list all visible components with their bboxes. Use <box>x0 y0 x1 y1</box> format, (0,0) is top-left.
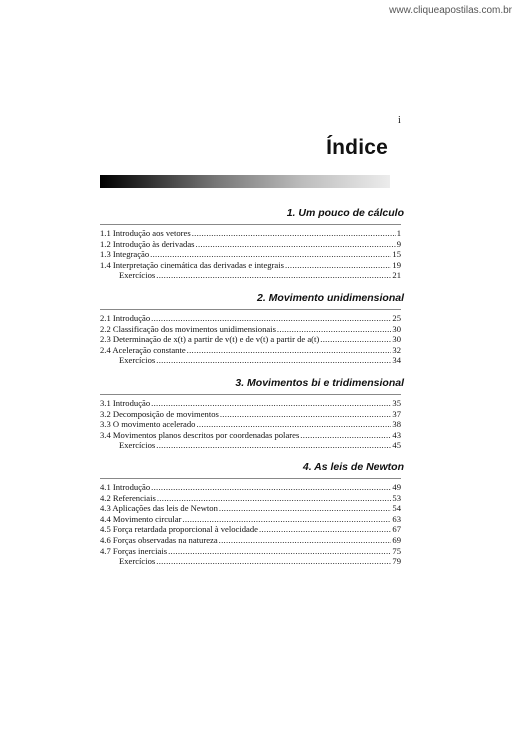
toc-entry-page: 67 <box>392 524 401 535</box>
toc-entry-page: 9 <box>396 238 401 249</box>
dot-leader <box>157 493 392 504</box>
dot-leader <box>156 440 391 451</box>
dot-leader <box>196 419 391 430</box>
toc-entry-page: 32 <box>392 344 401 355</box>
toc-entry-label: Exercícios <box>119 355 156 366</box>
toc-entry-exercises[interactable] <box>100 270 401 281</box>
toc-entry-page: 35 <box>392 398 401 408</box>
toc-entry-label: 4.4 Movimento circular <box>100 513 182 524</box>
section-title: 3. Movimentos bi e tridimensional <box>235 377 404 389</box>
toc-section-1 <box>100 207 404 281</box>
dot-leader <box>168 546 391 557</box>
toc-entry-page: 1 <box>396 228 401 238</box>
dot-leader <box>277 324 391 335</box>
toc-entry-page: 79 <box>392 556 401 567</box>
toc-entry-label: Exercícios <box>119 556 156 567</box>
toc-entry-exercises[interactable] <box>100 440 401 451</box>
toc-entry[interactable] <box>100 334 401 345</box>
toc-entry-page: 54 <box>392 503 401 514</box>
dot-leader <box>192 228 396 239</box>
toc-entry-page: 19 <box>392 259 401 270</box>
toc-entry-label: 2.4 Aceleração constante <box>100 344 186 355</box>
toc-entry[interactable] <box>100 249 401 260</box>
section-title: 1. Um pouco de cálculo <box>286 207 404 219</box>
dot-leader <box>156 270 391 281</box>
dot-leader <box>219 535 392 546</box>
toc-entry[interactable] <box>100 514 401 525</box>
toc-entry-page: 69 <box>392 534 401 545</box>
toc-entry[interactable] <box>100 503 401 514</box>
toc-entry[interactable] <box>100 260 401 271</box>
dot-leader <box>220 409 392 420</box>
toc-entry-label: 1.2 Introdução às derivadas <box>100 238 195 249</box>
section-title: 2. Movimento unidimensional <box>256 292 404 304</box>
dot-leader <box>151 482 391 493</box>
toc-entry-page: 30 <box>392 323 401 334</box>
gradient-bar <box>100 175 390 188</box>
toc-entry-label: 3.4 Movimentos planos descritos por coordenadas polares <box>100 429 300 440</box>
toc-entry[interactable] <box>100 546 401 557</box>
toc-entry-label: 4.6 Forças observadas na natureza <box>100 534 218 545</box>
dot-leader <box>259 524 391 535</box>
section-divider <box>100 309 401 310</box>
toc-entry-label: Exercícios <box>119 270 156 281</box>
toc-entry-label: 1.1 Introdução aos vetores <box>100 228 191 238</box>
toc-entry-page: 34 <box>392 355 401 366</box>
section-divider <box>100 478 401 479</box>
toc-entry-page: 45 <box>392 440 401 451</box>
toc-entry-label: 4.5 Força retardada proporcional à velocidade <box>100 524 258 535</box>
toc-entry-label: 3.1 Introdução <box>100 398 151 408</box>
toc-entry[interactable] <box>100 398 401 409</box>
page-number: i <box>398 115 401 126</box>
toc-entry-label: 4.2 Referenciais <box>100 492 156 503</box>
toc-entry-page: 63 <box>392 513 401 524</box>
toc-entry-label: 4.1 Introdução <box>100 482 151 492</box>
toc-entry[interactable] <box>100 228 401 239</box>
dot-leader <box>151 313 391 324</box>
toc-entry-page: 43 <box>392 429 401 440</box>
toc-entry[interactable] <box>100 419 401 430</box>
toc-entry-label: 4.7 Forças inerciais <box>100 545 168 556</box>
dot-leader <box>196 239 396 250</box>
toc-entry-page: 37 <box>392 408 401 419</box>
toc-entry-page: 38 <box>392 419 401 430</box>
section-divider <box>100 394 401 395</box>
toc-entry[interactable] <box>100 324 401 335</box>
toc-entry-label: 2.3 Determinação de x(t) a partir de v(t) e de v(t) a partir de a(t) <box>100 334 320 345</box>
toc-entry[interactable] <box>100 345 401 356</box>
toc-entry[interactable] <box>100 430 401 441</box>
toc-entry[interactable] <box>100 524 401 535</box>
toc-entry-label: 2.1 Introdução <box>100 313 151 323</box>
toc-entry[interactable] <box>100 313 401 324</box>
dot-leader <box>156 355 391 366</box>
dot-leader <box>150 249 391 260</box>
toc-entry[interactable] <box>100 409 401 420</box>
toc-entry-page: 49 <box>392 482 401 492</box>
toc-entry-label: 4.3 Aplicações das leis de Newton <box>100 503 218 514</box>
toc-entry[interactable] <box>100 482 401 493</box>
toc-entry-label: Exercícios <box>119 440 156 451</box>
toc-entry-exercises[interactable] <box>100 355 401 366</box>
page-title: Índice <box>326 136 388 159</box>
toc-section-2 <box>100 292 404 366</box>
toc-section-3 <box>100 377 404 451</box>
toc-entry-label: 2.2 Classificação dos movimentos unidimensionais <box>100 323 276 334</box>
section-divider <box>100 224 401 225</box>
dot-leader <box>182 514 391 525</box>
dot-leader <box>187 345 392 356</box>
toc-entry[interactable] <box>100 535 401 546</box>
site-watermark[interactable]: www.cliqueapostilas.com.br <box>389 5 512 16</box>
toc-entry-page: 75 <box>392 545 401 556</box>
toc-entry-page: 21 <box>392 270 401 281</box>
toc-entry[interactable] <box>100 493 401 504</box>
toc-entry-page: 53 <box>392 492 401 503</box>
toc-entry-label: 3.2 Decomposição de movimentos <box>100 408 219 419</box>
dot-leader <box>219 503 392 514</box>
toc-entry[interactable] <box>100 239 401 250</box>
dot-leader <box>300 430 391 441</box>
toc-entry-label: 1.3 Integração <box>100 249 150 260</box>
section-title: 4. As leis de Newton <box>302 461 404 473</box>
toc-entry-label: 1.4 Interpretação cinemática das derivadas e integrais <box>100 259 284 270</box>
toc-entry-label: 3.3 O movimento acelerado <box>100 419 196 430</box>
dot-leader <box>285 260 391 271</box>
toc-section-4 <box>100 461 404 567</box>
toc-entry-page: 30 <box>392 334 401 345</box>
dot-leader <box>151 398 391 409</box>
toc-entry-exercises[interactable] <box>100 556 401 567</box>
toc-entry-page: 15 <box>392 249 401 260</box>
toc-entry-page: 25 <box>392 313 401 323</box>
dot-leader <box>320 334 391 345</box>
dot-leader <box>156 556 391 567</box>
